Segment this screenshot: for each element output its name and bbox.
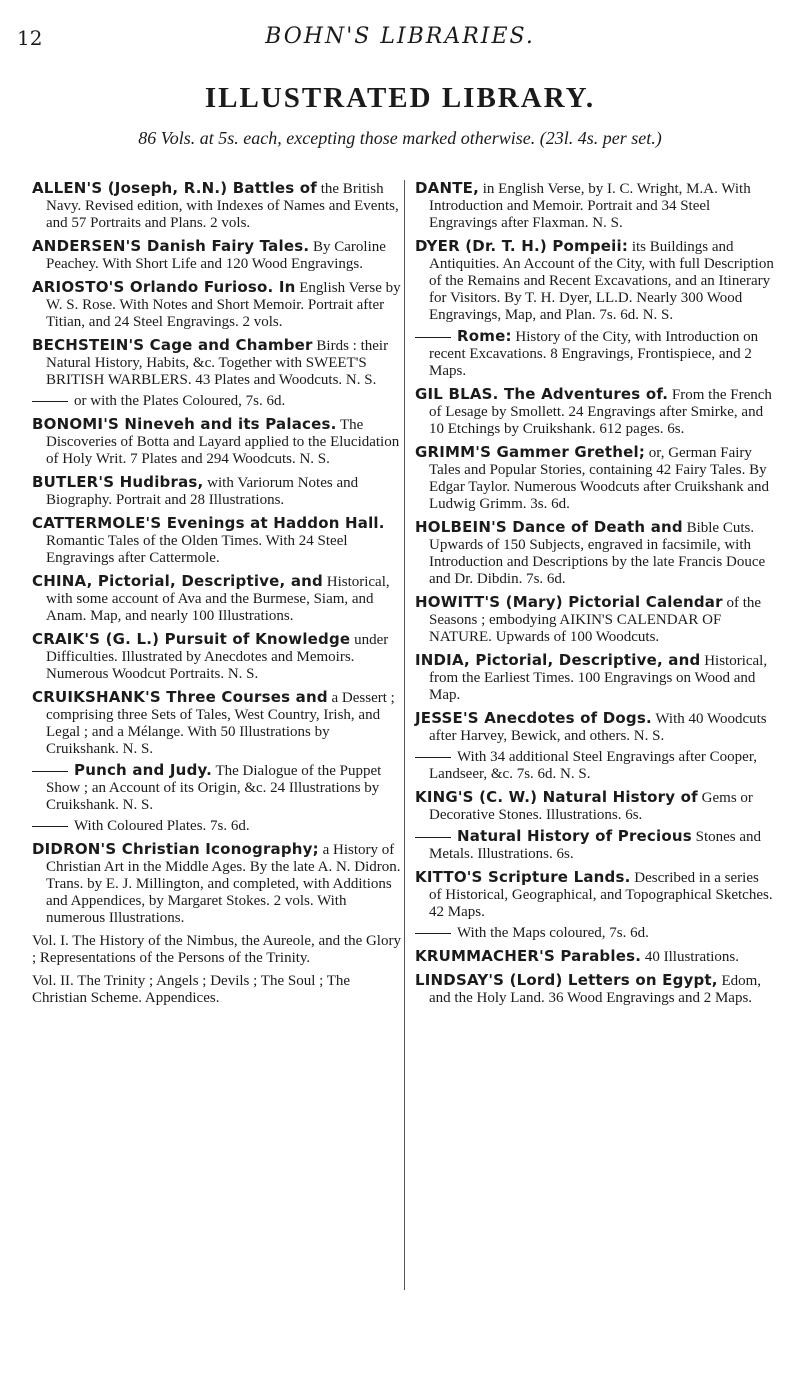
catalogue-entry: [415, 925, 775, 942]
entry-heading: ARIOSTO'S Orlando Furioso. In: [32, 278, 296, 296]
entry-text: 40 Illustrations.: [644, 949, 740, 965]
column-divider: [404, 180, 405, 1290]
entry-heading: BUTLER'S Hudibras,: [32, 473, 204, 491]
entry-text: The Dialogue of the Puppet Show ; an Account of its Origin, &c. 24 Illustrations by Cruikshank. N. S.: [46, 763, 382, 813]
ditto-dash: [32, 401, 68, 402]
catalogue-entry: [32, 393, 402, 410]
entry-text: with Variorum Notes and Biography. Portrait and 28 Illustrations.: [46, 475, 359, 508]
entry-heading: DIDRON'S Christian Iconography;: [32, 840, 319, 858]
entry-heading: CATTERMOLE'S Evenings at Haddon Hall.: [32, 514, 385, 532]
entry-heading: KING'S (C. W.) Natural History of: [415, 788, 698, 806]
ditto-dash: [32, 771, 68, 772]
section-title: ILLUSTRATED LIBRARY.: [204, 82, 596, 114]
catalogue-entry: [415, 789, 775, 824]
ditto-dash: [415, 757, 451, 758]
entry-heading: Natural History of Precious: [457, 827, 692, 845]
entry-heading: INDIA, Pictorial, Descriptive, and: [415, 651, 701, 669]
catalogue-entry: [415, 828, 775, 863]
entry-text: Described in a series of Historical, Geographical, and Topographical Sketches. 42 Maps.: [429, 870, 773, 920]
catalogue-entry: [32, 573, 402, 625]
catalogue-entry: [415, 652, 775, 704]
ditto-dash: [415, 837, 451, 838]
entry-text: under Difficulties. Illustrated by Anecdotes and Memoirs. Numerous Woodcut Portraits. N. S.: [46, 632, 389, 682]
entry-text: Stones and Metals. Illustrations. 6s.: [429, 829, 762, 862]
entry-heading: DANTE,: [415, 179, 479, 197]
entry-text: Historical, from the Earliest Times. 100 Engravings on Wood and Map.: [429, 653, 768, 703]
entry-heading: KRUMMACHER'S Parables.: [415, 947, 642, 965]
entry-heading: KITTO'S Scripture Lands.: [415, 868, 631, 886]
catalogue-entry: [32, 238, 402, 273]
entry-text: Historical, with some account of Ava and the Burmese, Siam, and Anam. Map, and nearly 100 Illustrations.: [46, 574, 390, 624]
running-title: BOHN'S LIBRARIES.: [265, 24, 535, 49]
entry-heading: HOWITT'S (Mary) Pictorial Calendar: [415, 593, 723, 611]
entry-text: its Buildings and Antiquities. An Account of the City, with full Description of the Remains and Recent Excavations, and an Itinerary for Visitors. By T. H. Dyer, LL.D. Nearly 300 Wood Engravings, Map, and Plan. 7s. 6d. N. S.: [429, 239, 774, 323]
catalogue-entry: [32, 762, 402, 814]
catalogue-entry: [32, 416, 402, 468]
entry-text: Edom, and the Holy Land. 36 Wood Engravings and 2 Maps.: [429, 973, 762, 1006]
entry-text: From the French of Lesage by Smollett. 24 Engravings after Smirke, and 10 Etchings by Cruikshank. 612 pages. 6s.: [429, 387, 772, 437]
entry-heading: DYER (Dr. T. H.) Pompeii:: [415, 237, 629, 255]
entry-text: Birds : their Natural History, Habits, &c. Together with SWEET'S BRITISH WARBLERS. 43 Plates and Woodcuts. N. S.: [46, 338, 389, 388]
catalogue-entry: [415, 238, 775, 324]
entry-text: English Verse by W. S. Rose. With Notes and Short Memoir. Portrait after Titian, and 24 Steel Engravings. 2 vols.: [46, 280, 401, 330]
entry-heading: BONOMI'S Nineveh and its Palaces.: [32, 415, 337, 433]
catalogue-entry: [32, 933, 402, 967]
entry-text: Gems or Decorative Stones. Illustrations. 6s.: [429, 790, 753, 823]
entry-heading: GRIMM'S Gammer Grethel;: [415, 443, 646, 461]
entry-text: or with the Plates Coloured, 7s. 6d.: [74, 393, 286, 409]
entry-text: Romantic Tales of the Olden Times. With 24 Steel Engravings after Cattermole.: [46, 533, 348, 566]
catalogue-entry: [32, 689, 402, 758]
entry-text: Vol. II. The Trinity ; Angels ; Devils ; The Soul ; The Christian Scheme. Appendices.: [32, 973, 351, 1006]
catalogue-entry: [415, 328, 775, 380]
catalogue-entry: [415, 710, 775, 745]
entry-heading: ANDERSEN'S Danish Fairy Tales.: [32, 237, 310, 255]
entry-heading: CRUIKSHANK'S Three Courses and: [32, 688, 328, 706]
catalogue-entry: [32, 279, 402, 331]
catalogue-entry: [415, 972, 775, 1007]
catalogue-entry: [32, 631, 402, 683]
entry-text: in English Verse, by I. C. Wright, M.A. With Introduction and Memoir. Portrait and 34 Steel Engravings after Flaxman. N. S.: [429, 181, 751, 231]
entry-heading: JESSE'S Anecdotes of Dogs.: [415, 709, 652, 727]
catalogue-entry: [32, 818, 402, 835]
left-column: [32, 180, 402, 1013]
entry-text: The Discoveries of Botta and Layard applied to the Elucidation of Holy Writ. 7 Plates and 294 Woodcuts. N. S.: [46, 417, 400, 467]
catalogue-entry: [32, 180, 402, 232]
entry-text: or, German Fairy Tales and Popular Stories, containing 42 Fairy Tales. By Edgar Taylor. Numerous Woodcuts after Cruikshank and Ludwig Grimm. 3s. 6d.: [429, 445, 770, 512]
entry-text: Vol. I. The History of the Nimbus, the Aureole, and the Glory ; Representations of the Persons of the Trinity.: [32, 933, 401, 966]
entry-text: of the Seasons ; embodying AIKIN'S CALENDAR OF NATURE. Upwards of 100 Woodcuts.: [429, 595, 762, 645]
entry-text: With Coloured Plates. 7s. 6d.: [74, 818, 250, 834]
catalogue-entry: [32, 515, 402, 567]
entry-text: With 34 additional Steel Engravings after Cooper, Landseer, &c. 7s. 6d. N. S.: [429, 749, 757, 782]
catalogue-entry: [415, 948, 775, 966]
ditto-dash: [32, 826, 68, 827]
entry-heading: CHINA, Pictorial, Descriptive, and: [32, 572, 323, 590]
catalogue-entry: [415, 180, 775, 232]
catalogue-entry: [415, 386, 775, 438]
catalogue-entry: [415, 444, 775, 513]
entry-text: Bible Cuts. Upwards of 150 Subjects, engraved in facsimile, with Introduction and Descriptions by the late Francis Douce and Dr. Dibdin. 7s. 6d.: [429, 520, 766, 587]
ditto-dash: [415, 933, 451, 934]
entry-text: a Dessert ; comprising three Sets of Tales, West Country, Irish, and Legal ; and a Mélange. With 50 Illustrations by Cruikshank. N. S.: [46, 690, 395, 757]
ditto-dash: [415, 337, 451, 338]
entry-heading: CRAIK'S (G. L.) Pursuit of Knowledge: [32, 630, 351, 648]
page-number: 12: [17, 26, 43, 50]
entry-heading: HOLBEIN'S Dance of Death and: [415, 518, 683, 536]
entry-heading: GIL BLAS. The Adventures of.: [415, 385, 669, 403]
catalogue-entry: [32, 973, 402, 1007]
section-subtitle: 86 Vols. at 5s. each, excepting those marked otherwise. (23l. 4s. per set.): [138, 128, 662, 148]
right-column: [415, 180, 775, 1013]
entry-heading: LINDSAY'S (Lord) Letters on Egypt,: [415, 971, 718, 989]
entry-heading: Rome:: [457, 327, 512, 345]
catalogue-entry: [415, 869, 775, 921]
entry-text: History of the City, with Introduction on recent Excavations. 8 Engravings, Frontispiece, and 2 Maps.: [429, 329, 759, 379]
catalogue-entry: [32, 337, 402, 389]
entry-text: With the Maps coloured, 7s. 6d.: [457, 925, 649, 941]
entry-heading: Punch and Judy.: [74, 761, 212, 779]
entry-heading: ALLEN'S (Joseph, R.N.) Battles of: [32, 179, 317, 197]
entry-heading: BECHSTEIN'S Cage and Chamber: [32, 336, 313, 354]
catalogue-entry: [415, 749, 775, 783]
catalogue-entry: [32, 474, 402, 509]
entry-text: a History of Christian Art in the Middle Ages. By the late A. N. Didron. Trans. by E. J. Millington, and completed, with Additions and Appendices, by Margaret Stokes. 2 vols. With numerous Illustrations.: [46, 842, 401, 926]
catalogue-entry: [415, 594, 775, 646]
catalogue-entry: [415, 519, 775, 588]
entry-text: With 40 Woodcuts after Harvey, Bewick, and others. N. S.: [429, 711, 767, 744]
entry-text: the British Navy. Revised edition, with Indexes of Names and Events, and 57 Portraits and Plans. 2 vols.: [46, 181, 399, 231]
entry-text: By Caroline Peachey. With Short Life and 120 Wood Engravings.: [46, 239, 386, 272]
catalogue-entry: [32, 841, 402, 927]
